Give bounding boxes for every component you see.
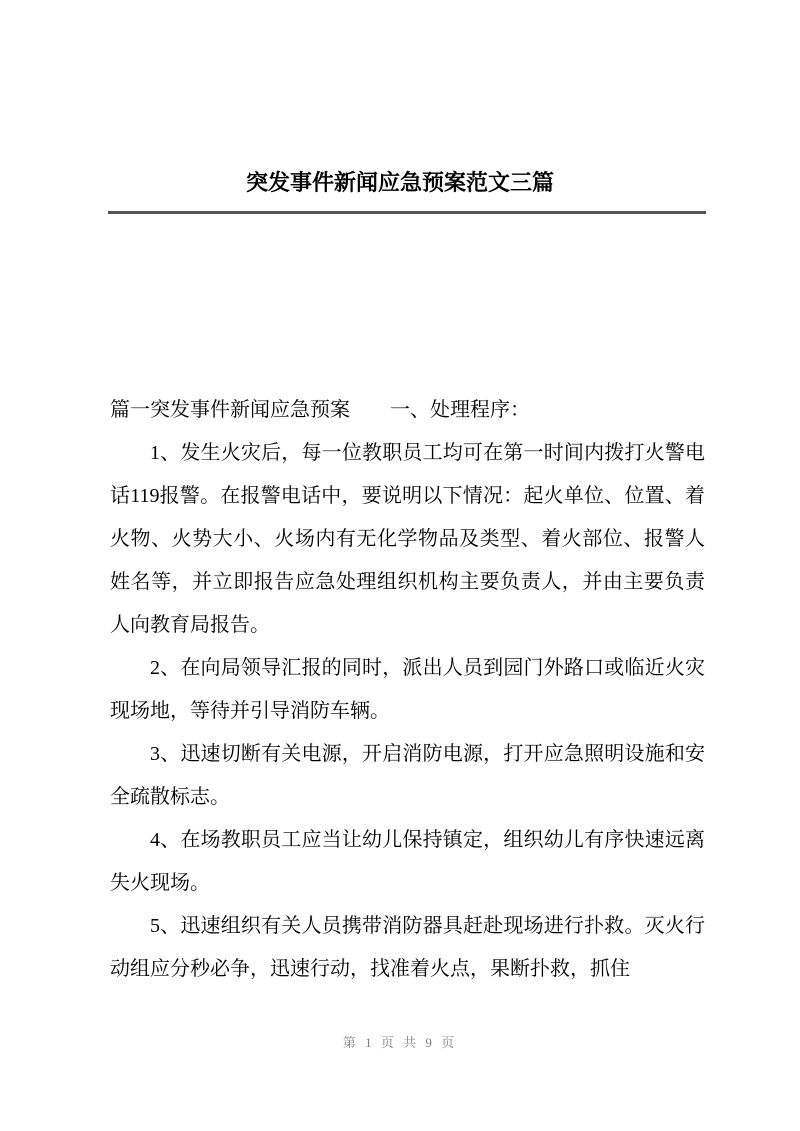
paragraph: 篇一突发事件新闻应急预案 一、处理程序： — [110, 399, 530, 421]
title-underline-divider — [108, 211, 706, 214]
paragraph: 5、迅速组织有关人员携带消防器具赶赴现场进行扑救。灭火行动组应分秒必争，迅速行动，找准着火点，果断扑救，抓住 — [110, 915, 705, 980]
page-number-footer: 第 1 页 共 9 页 — [342, 1035, 458, 1050]
paragraph: 2、在向局领导汇报的同时，派出人员到园门外路口或临近火灾现场地，等待并引导消防车辆。 — [110, 657, 705, 722]
paragraph: 4、在场教职员工应当让幼儿保持镇定，组织幼儿有序快速远离失火现场。 — [110, 829, 705, 894]
document-body — [110, 389, 705, 991]
paragraph: 3、迅速切断有关电源，开启消防电源，打开应急照明设施和安全疏散标志。 — [110, 743, 705, 808]
paragraph: 1、发生火灾后，每一位教职员工均可在第一时间内拨打火警电话119报警。在报警电话中，要说明以下情况：起火单位、位置、着火物、火势大小、火场内有无化学物品及类型、着火部位、报警人姓名等，并立即报告应急处理组织机构主要负责人，并由主要负责人向教育局报告。 — [110, 442, 705, 636]
page-title: 突发事件新闻应急预案范文三篇 — [245, 170, 554, 195]
